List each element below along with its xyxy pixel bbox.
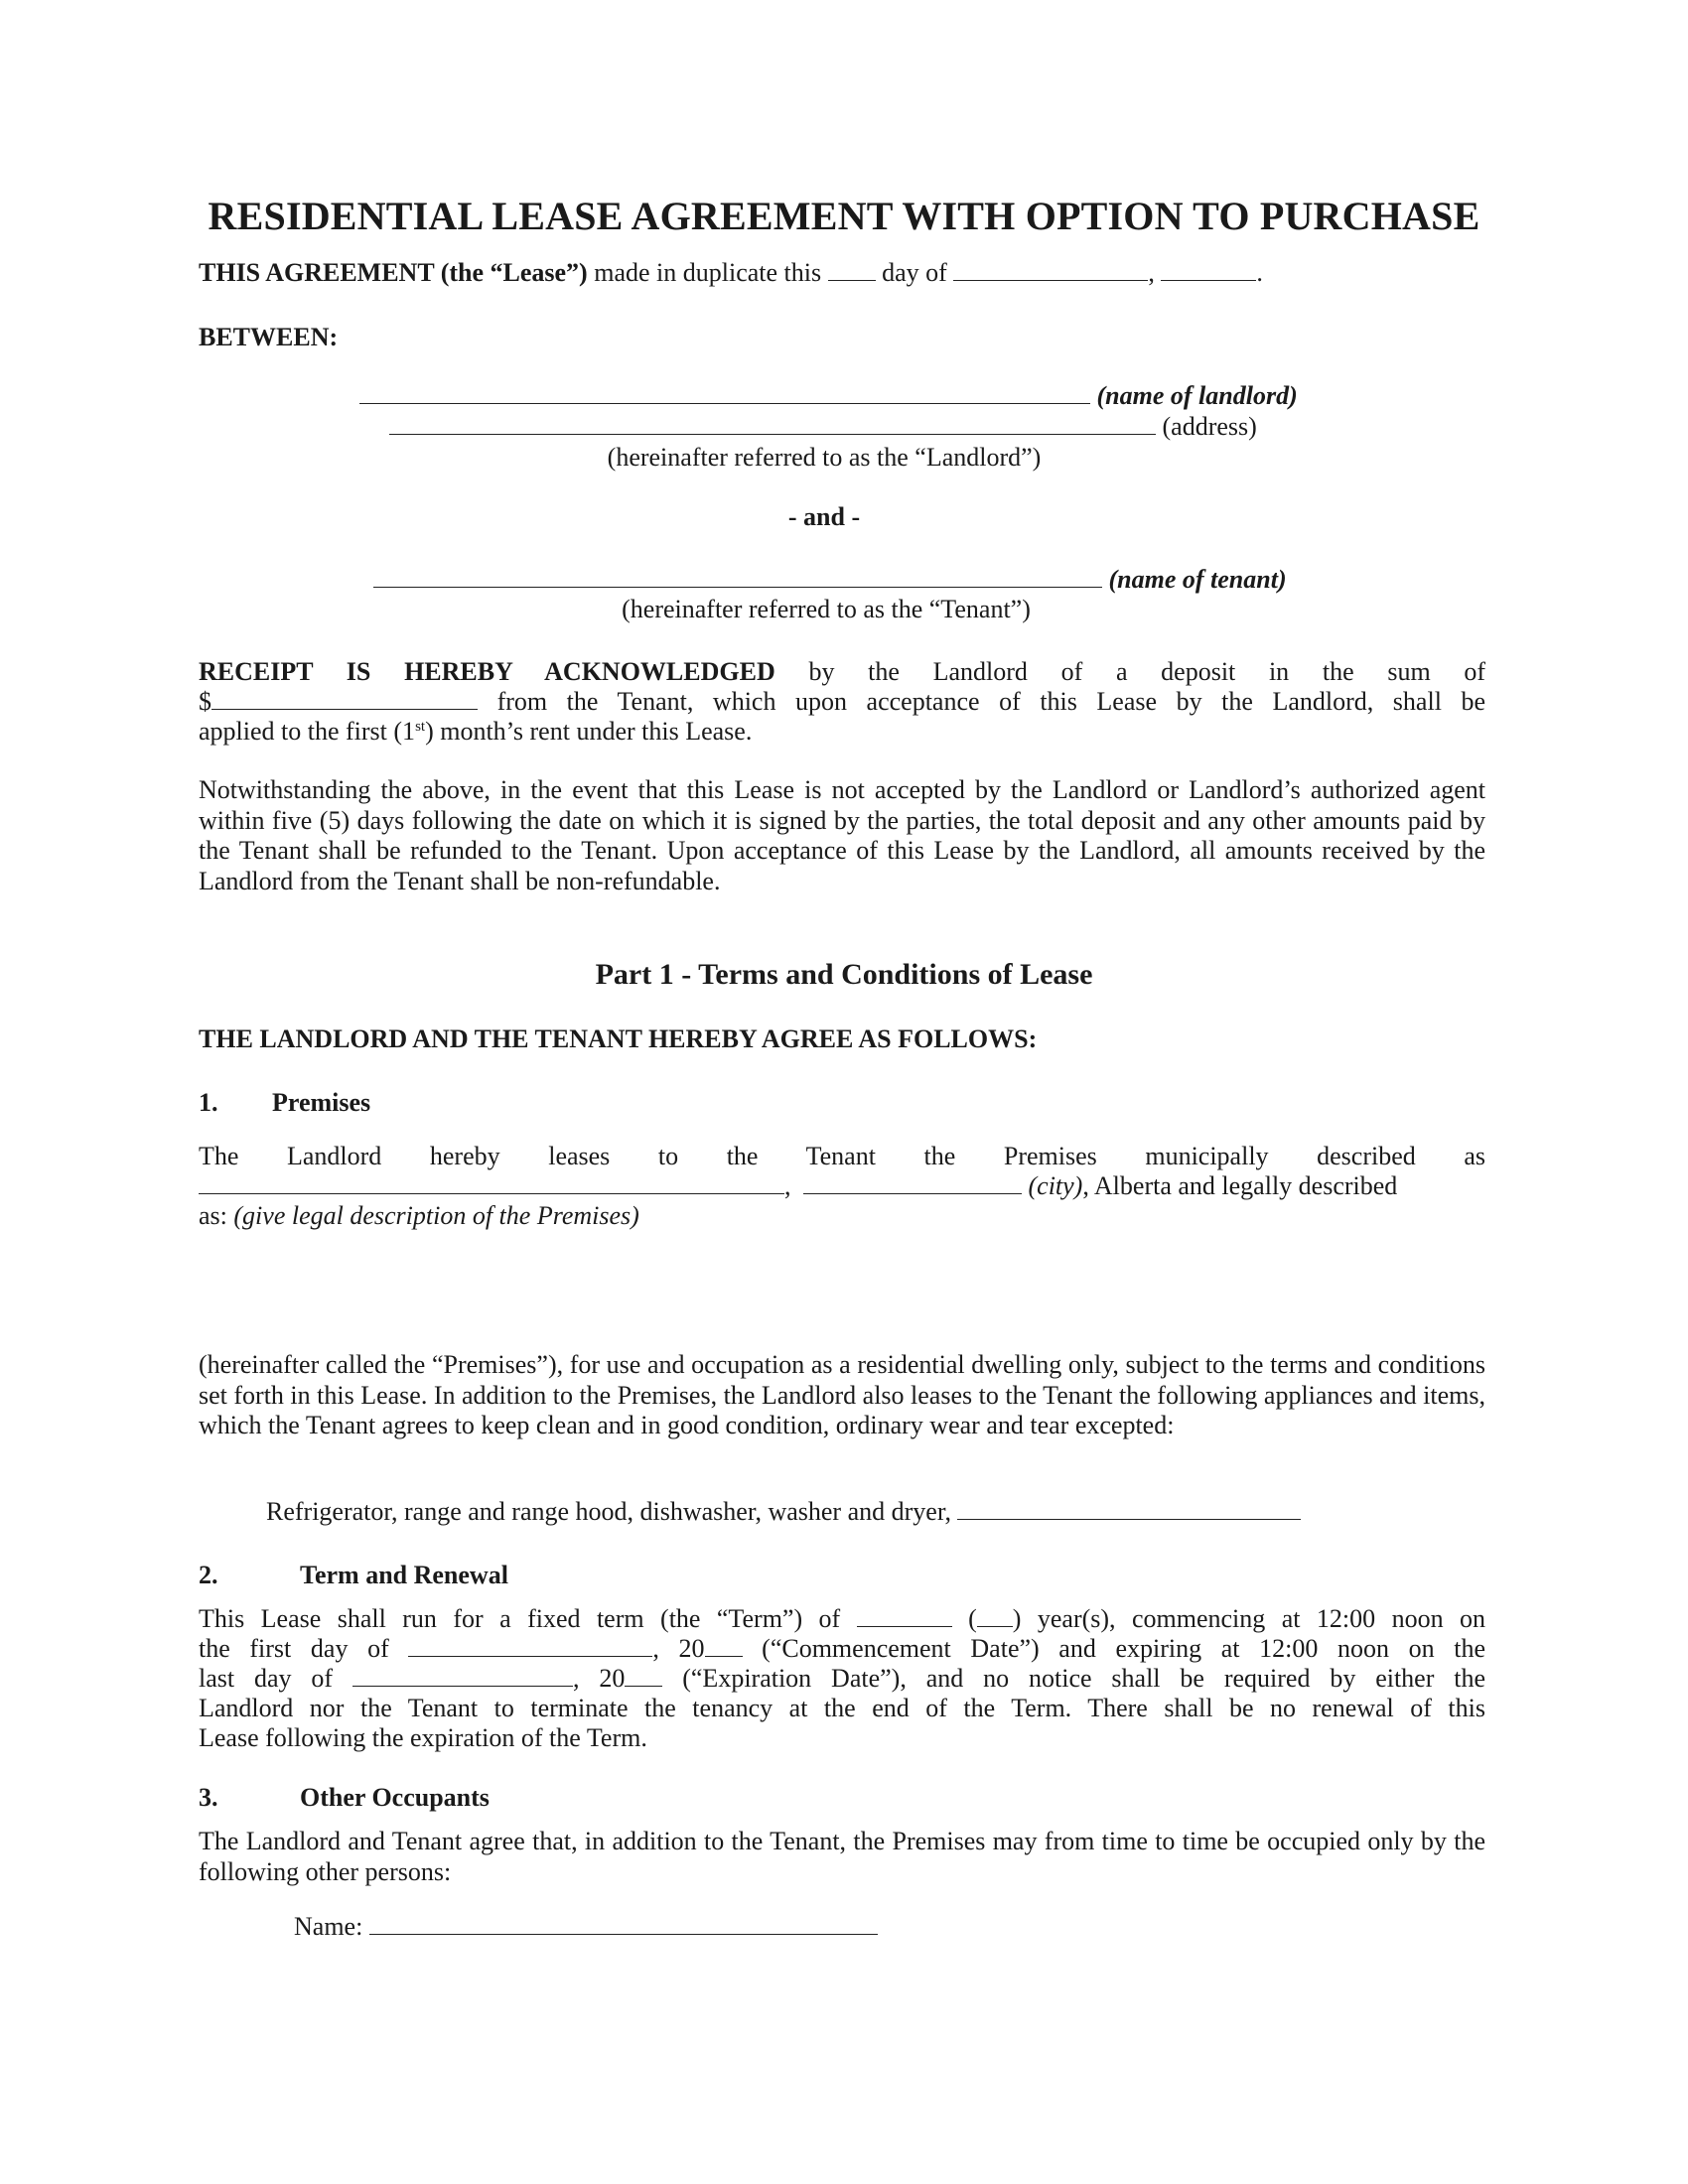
premises-city-blank[interactable] (803, 1171, 1022, 1194)
landlord-name-label: (name of landlord) (1096, 381, 1298, 410)
tenant-referred: (hereinafter referred to as the “Tenant”) (622, 595, 1031, 623)
part1-heading: Part 1 - Terms and Conditions of Lease (595, 958, 1093, 991)
section-2-number: 2. (199, 1561, 218, 1589)
receipt-text-1: by the Landlord of a deposit in the sum of (808, 657, 1486, 686)
year-blank[interactable] (1161, 258, 1256, 281)
term-year-prefix: , 20 (572, 1664, 626, 1693)
day-of-label: day of (882, 258, 947, 287)
term-text-3c: (“Expiration Date”), and no notice shall be required by either the (682, 1664, 1486, 1693)
term-year-prefix: , 20 (652, 1634, 705, 1663)
occupant-name-line (294, 1912, 878, 1942)
term-line-1 (199, 1604, 1485, 1634)
month-blank[interactable] (953, 258, 1148, 281)
appliances-blank[interactable] (957, 1497, 1301, 1520)
landlord-name-blank[interactable] (359, 381, 1090, 404)
as-label: as: (199, 1201, 227, 1230)
section-3-heading (199, 1783, 490, 1813)
receipt-text-3b: ) month’s rent under this Lease. (425, 717, 753, 746)
landlord-address-label: (address) (1162, 412, 1257, 441)
receipt-text-3a: applied to the first (1 (199, 717, 416, 746)
term-line-4: Landlord nor the Tenant to terminate the tenancy at the end of the Term. There shall be no renewal of this (199, 1694, 1485, 1722)
landlord-address-blank[interactable] (389, 412, 1156, 435)
period: . (1256, 258, 1263, 287)
page-title: RESIDENTIAL LEASE AGREEMENT WITH OPTION TO PURCHASE (208, 194, 1480, 238)
occupant-name-label: Name: (294, 1912, 363, 1941)
notwithstanding-paragraph: Notwithstanding the above, in the event that this Lease is not accepted by the Landlord or Landlord’s authorized agent within five (5) days following the date on which it is signed by the parties, the total deposit and any other amounts paid by the Tenant shall be refunded to the Tenant. Upon acceptance of this Lease by the Landlord, all amounts received by the Landlord from the Tenant shall be non-refundable. (199, 775, 1485, 895)
intro-lead: THIS AGREEMENT (the “Lease”) (199, 258, 588, 287)
premises-line-1: The Landlord hereby leases to the Tenant the Premises municipally described as (199, 1142, 1485, 1170)
premises-line-3 (199, 1201, 639, 1231)
term-years-words-blank[interactable] (857, 1604, 952, 1627)
section-2-title: Term and Renewal (300, 1561, 508, 1589)
comma: , (784, 1171, 791, 1200)
term-line-5: Lease following the expiration of the Term. (199, 1723, 647, 1752)
receipt-line-3 (199, 717, 752, 747)
commencement-year-blank[interactable] (705, 1634, 743, 1657)
landlord-name-line (359, 381, 1298, 411)
between-label: BETWEEN: (199, 323, 339, 351)
landlord-address-line (389, 412, 1257, 442)
section-1-number: 1. (199, 1088, 218, 1117)
expiration-year-blank[interactable] (625, 1664, 662, 1687)
receipt-sup: st (415, 719, 426, 735)
receipt-text-2: from the Tenant, which upon acceptance of this Lease by the Landlord, shall be (496, 687, 1486, 716)
tenant-name-blank[interactable] (373, 565, 1102, 588)
paren-open: ( (968, 1604, 977, 1633)
premises-line-2-tail: , Alberta and legally described (1082, 1171, 1398, 1200)
commencement-date-blank[interactable] (408, 1634, 652, 1657)
intro-line (199, 258, 1263, 288)
appliances-text: Refrigerator, range and range hood, dishwasher, washer and dryer, (266, 1497, 951, 1526)
receipt-line-1 (199, 657, 1485, 687)
city-label: (city) (1028, 1171, 1083, 1200)
and-separator: - and - (787, 502, 861, 531)
landlord-referred: (hereinafter referred to as the “Landlord”) (607, 443, 1042, 472)
agree-heading: THE LANDLORD AND THE TENANT HEREBY AGREE AS FOLLOWS: (199, 1024, 1038, 1053)
intro-text: made in duplicate this (587, 258, 822, 287)
day-blank[interactable] (828, 258, 876, 281)
deposit-amount-blank[interactable] (211, 687, 478, 710)
term-years-number-blank[interactable] (977, 1604, 1013, 1627)
term-text-1a: This Lease shall run for a fixed term (the “Term”) of (199, 1604, 841, 1633)
term-text-1c: ) year(s), commencing at 12:00 noon on (1012, 1604, 1485, 1633)
term-text-2c: (“Commencement Date”) and expiring at 12:00 noon on the (762, 1634, 1486, 1663)
receipt-bold: RECEIPT IS HEREBY ACKNOWLEDGED (199, 657, 775, 686)
expiration-date-blank[interactable] (352, 1664, 573, 1687)
term-line-2 (199, 1634, 1485, 1664)
premises-address-blank[interactable] (199, 1171, 784, 1194)
premises-paragraph: (hereinafter called the “Premises”), for use and occupation as a residential dwelling only, subject to the terms and conditions set forth in this Lease. In addition to the Premises, the Landlord also leases to the Tenant the following appliances and items, which the Tenant agrees to keep clean and in good condition, ordinary wear and tear excepted: (199, 1350, 1485, 1439)
section-3-number: 3. (199, 1783, 218, 1812)
premises-line-2 (199, 1171, 1397, 1201)
tenant-name-line (373, 565, 1287, 595)
section-1-heading (199, 1088, 370, 1118)
occupant-name-blank[interactable] (369, 1912, 878, 1935)
appliances-line (266, 1497, 1301, 1527)
term-text-3a: last day of (199, 1664, 334, 1693)
tenant-name-label: (name of tenant) (1108, 565, 1287, 594)
section-2-heading (199, 1561, 508, 1590)
dollar-sign: $ (199, 687, 211, 716)
term-text-2a: the first day of (199, 1634, 389, 1663)
legal-description-hint: (give legal description of the Premises) (233, 1201, 639, 1230)
occupants-paragraph: The Landlord and Tenant agree that, in addition to the Tenant, the Premises may from time to time be occupied only by the following other persons: (199, 1827, 1485, 1886)
section-3-title: Other Occupants (300, 1783, 490, 1812)
term-line-3 (199, 1664, 1485, 1694)
section-1-title: Premises (272, 1088, 371, 1117)
comma: , (1148, 258, 1155, 287)
receipt-line-2 (199, 687, 1485, 717)
